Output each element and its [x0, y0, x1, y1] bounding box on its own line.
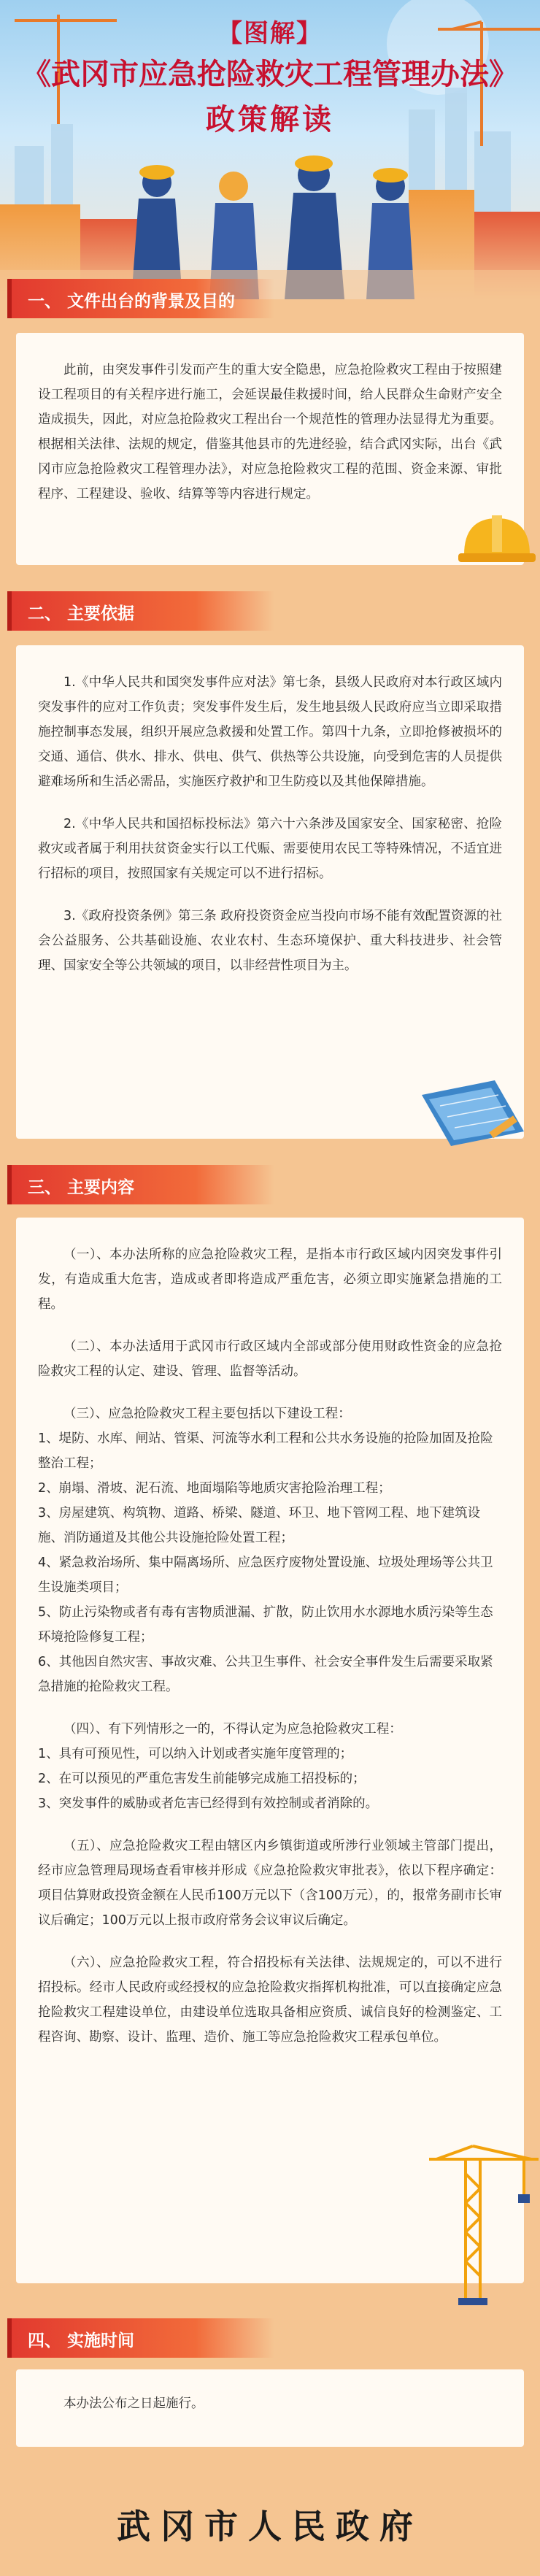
page-subtitle: 政策解读: [206, 102, 334, 137]
section-1-card: [16, 333, 524, 565]
section-3-title: 三、 主要内容: [28, 1178, 135, 1197]
section-1-heading: [7, 279, 274, 318]
header-banner: [0, 0, 540, 299]
section-1-title: 一、 文件出台的背景及目的: [28, 292, 236, 311]
section-2-paragraph: 3.《政府投资条例》第三条 政府投资资金应当投向市场不能有效配置资源的社会公益服务、公共基础设施、农业农村、生态环境保护、重大科技进步、社会管理、国家安全等公共领域的项目，以非经营性项目为主。: [38, 909, 502, 973]
section-2-title: 二、 主要依据: [28, 604, 135, 623]
section-2-paragraph: 2.《中华人民共和国招标投标法》第六十六条涉及国家安全、国家秘密、抢险救灾或者属于利用扶贫资金实行以工代赈、需要使用农民工等特殊情况，不适宜进行招标的项目，按照国家有关规定可以不进行招标。: [38, 817, 502, 881]
section-3-card: [16, 1218, 524, 2283]
section-2-heading: [7, 591, 274, 631]
list-item: 3、突发事件的威胁或者危害已经得到有效控制或者消除的。: [38, 1796, 379, 1811]
section-1-paragraph: 此前，由突发事件引发而产生的重大安全隐患，应急抢险救灾工程由于按照建设工程项目的有关程序进行施工，会延误最佳救援时间，给人民群众生命财产安全造成损失，因此，对应急抢险救灾工程出台一个规范性的管理办法显得尤为重要。根据相关法律、法规的规定，借鉴其他县市的先进经验，结合武冈实际，出台《武冈市应急抢险救灾工程管理办法》，对应急抢险救灾工程的范围、资金来源、审批程序、工程建设、验收、结算等等内容进行规定。: [38, 363, 502, 501]
footer: [0, 2464, 540, 2576]
list-item: 3、房屋建筑、构筑物、道路、桥梁、隧道、环卫、地下管网工程、地下建筑设施、消防通道及其他公共设施抢险处置工程；: [38, 1506, 481, 1545]
section-4-title: 四、 实施时间: [28, 2331, 135, 2350]
section-3-paragraph-1: （一）、本办法所称的应急抢险救灾工程，是指本市行政区域内因突发事件引发，有造成重大危害，造成或者即将造成严重危害，必须立即实施紧急措施的工程。: [38, 1247, 502, 1312]
section-3-paragraph-5: （五）、应急抢险救灾工程由辖区内乡镇街道或所涉行业领域主管部门提出，经市应急管理局现场查看审核并形成《应急抢险救灾审批表》，依以下程序确定：项目估算财政投资金额在人民币100万元以下（含100万元），的，报常务副市长审议后确定；100万元以上报市政府常务会议审议后确定。: [38, 1839, 502, 1928]
list-item: 2、崩塌、滑坡、泥石流、地面塌陷等地质灾害抢险治理工程；: [38, 1481, 391, 1496]
section-4-card: [16, 2369, 524, 2447]
list-item: 5、防止污染物或者有毒有害物质泄漏、扩散，防止饮用水水源地水质污染等生态环境抢险修复工程；: [38, 1605, 493, 1645]
list-item: 4、紧急救治场所、集中隔离场所、应急医疗废物处置设施、垃圾处理场等公共卫生设施类项目；: [38, 1556, 493, 1595]
section-3-heading: [7, 1165, 274, 1204]
list-item: 2、在可以预见的严重危害发生前能够完成施工招投标的；: [38, 1772, 366, 1786]
section-2-paragraph: 1.《中华人民共和国突发事件应对法》第七条，县级人民政府对本行政区域内突发事件的应对工作负责；突发事件发生后，发生地县级人民政府应当立即采取措施控制事态发展，组织开展应急救援和处置工作。第四十九条，立即抢修被损坏的交通、通信、供水、排水、供电、供气、供热等公共设施，向受到危害的人员提供避难场所和生活必需品，实施医疗救护和卫生防疫以及其他保障措施。: [38, 675, 502, 789]
page-title: 《武冈市应急抢险救灾工程管理办法》: [22, 57, 518, 91]
list-item: 6、其他因自然灾害、事故灾难、公共卫生事件、社会安全事件发生后需要采取紧急措施的抢险救灾工程。: [38, 1655, 493, 1694]
section-3-paragraph-6: （六）、应急抢险救灾工程，符合招投标有关法律、法规规定的，可以不进行招投标。经市人民政府或经授权的应急抢险救灾指挥机构批准，可以直接确定应急抢险救灾工程建设单位，由建设单位选取具备相应资质、诚信良好的检测鉴定、工程咨询、勘察、设计、监理、造价、施工等应急抢险救灾工程承包单位。: [38, 1956, 502, 2045]
section-4-heading: [7, 2318, 274, 2358]
header-tag: 【图解】: [217, 19, 323, 48]
section-3-paragraph-3: （三）、应急抢险救灾工程主要包括以下建设工程：: [63, 1407, 351, 1421]
hard-hat-icon: [457, 511, 537, 569]
section-3-paragraph-4: （四）、有下列情形之一的，不得认定为应急抢险救灾工程：: [63, 1722, 402, 1737]
blueprint-icon: [407, 1073, 531, 1153]
tower-crane-icon: [429, 2145, 539, 2305]
list-item: 1、堤防、水库、闸站、管渠、河流等水利工程和公共水务设施的抢险加固及抢险整治工程；: [38, 1431, 493, 1471]
footer-org: 武冈市人民政府: [117, 2507, 423, 2546]
section-3-paragraph-2: （二）、本办法适用于武冈市行政区域内全部或部分使用财政性资金的应急抢险救灾工程的认定、建设、管理、监督等活动。: [38, 1339, 502, 1379]
section-4-paragraph: 本办法公布之日起施行。: [63, 2396, 204, 2411]
section-2-card: [16, 645, 524, 1139]
list-item: 1、具有可预见性，可以纳入计划或者实施年度管理的；: [38, 1747, 353, 1761]
